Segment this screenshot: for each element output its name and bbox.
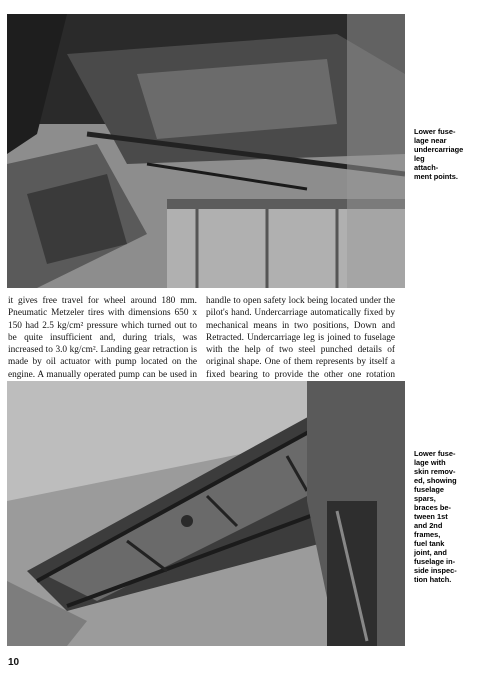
photo-top-image: [7, 14, 405, 288]
body-paragraph: handle to open safety lock being located under the pilot's hand. Undercarriage automatically fixed by mechanical means in two positions, Down and Retracted. Undercarriage leg is joined to fuselage with the help of two steel punched details of original shape. One of them represents by itself a fixed bearing to provide the other one rotation: [206, 296, 395, 380]
photo-bottom-image: [7, 381, 405, 646]
photo-fuselage-skin-removed: [7, 381, 405, 646]
photo-caption: Lower fuse- lage near undercarriage leg attach- ment points.: [414, 127, 464, 181]
photo-lower-fuselage-undercarriage: [7, 14, 405, 288]
photo-caption: Lower fuse- lage with skin remov- ed, showing fuselage spars, braces be- tween 1st and 2nd frames, fuel tank joint, and fuselage in- side inspec- tion hatch.: [414, 449, 457, 584]
page-number: 10: [8, 657, 20, 668]
body-paragraph: it gives free travel for wheel around 180 mm. Pneumatic Metzeler tires with dimensions 650 x 150 had 2.5 kg/cm² pressure which turned out to be quite insufficient and, during trials, was increased to 3.0 kg/cm². Landing gear retraction is made by oil actuator with pump located on the engine. A manually operated pump can be used in: [8, 296, 197, 380]
